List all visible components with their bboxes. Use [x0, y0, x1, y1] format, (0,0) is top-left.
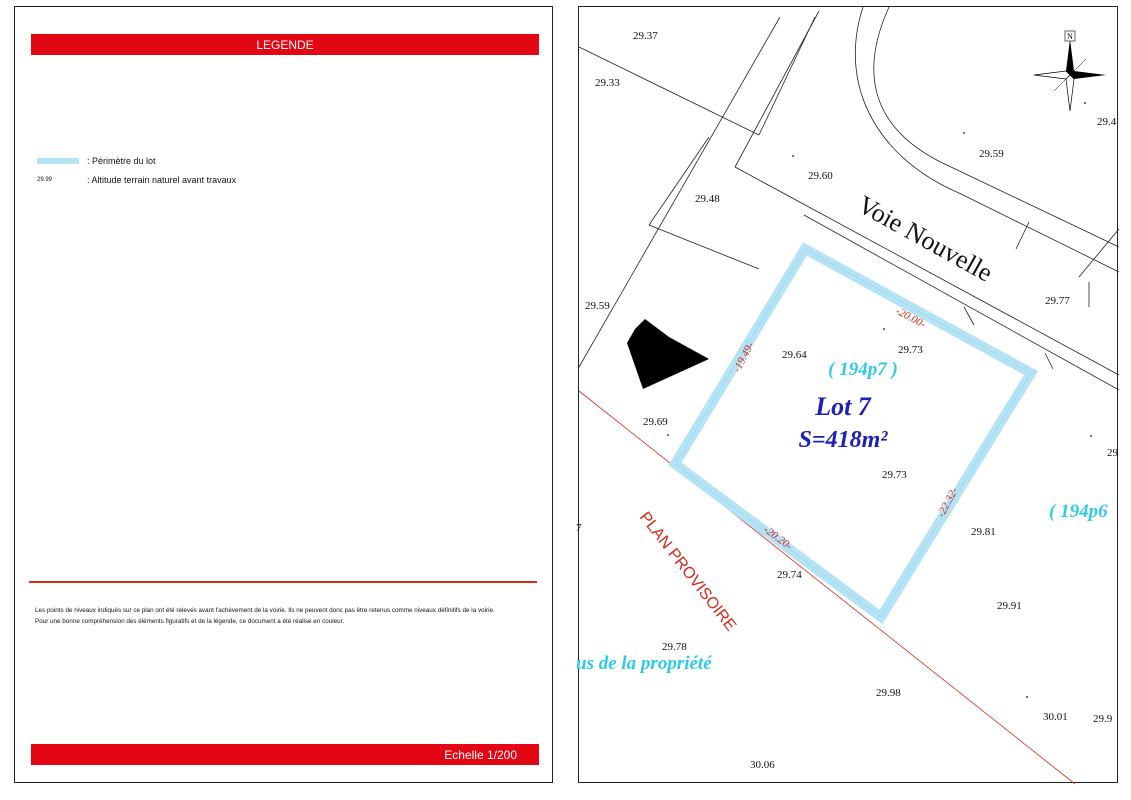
boundary-line [579, 17, 780, 367]
boundary-line [1079, 229, 1119, 277]
boundary-line [964, 307, 974, 325]
altitude-point: 7 [576, 522, 582, 534]
lot-title: Lot 7 [815, 392, 871, 421]
altitude-point: 30.06 [750, 759, 775, 771]
altitude-point: 29 [1107, 447, 1118, 459]
altitude-point: 29.60 [808, 170, 833, 182]
legend-title: LEGENDE [256, 37, 314, 52]
dimension-label: -19.49- [731, 340, 757, 375]
note-line: Les points de niveaux indiqués sur ce plan ont été relevés avant l'achèvement de la voirie. Ils ne peuvent donc pas être retenus comme niveaux définitifs de la voirie. [35, 607, 495, 614]
north-arrow-icon [1034, 31, 1106, 111]
boundary-line [735, 11, 819, 167]
altitude-point: 29.98 [876, 687, 901, 699]
altitude-point: 29.78 [662, 641, 687, 653]
notes-divider [29, 581, 537, 583]
plan-drawing [576, 7, 1119, 784]
legend-title-bar [31, 34, 539, 55]
boundary-line [649, 137, 709, 225]
property-label: us de la propriété [576, 653, 712, 674]
altitude-point: 29.64 [782, 349, 807, 361]
altitude-point: 29.74 [777, 569, 802, 581]
legend-sheet [14, 6, 553, 783]
scale-bar [31, 744, 539, 765]
altitude-point: 29.77 [1045, 295, 1070, 307]
scale-label: Echelle 1/200 [444, 747, 517, 762]
altitude-point: 29.4 [1097, 116, 1117, 128]
lot-perimeter-swatch [37, 158, 79, 164]
legend-item-altitude [37, 175, 236, 185]
altitude-point: 29.9 [1093, 713, 1113, 725]
road-label: Voie Nouvelle [853, 189, 998, 288]
altitude-point: 29.59 [979, 148, 1004, 160]
altitude-point: 29.59 [585, 300, 610, 312]
altitude-point: 29.73 [882, 469, 907, 481]
altitude-point: 29.69 [643, 416, 668, 428]
boundary-line [1016, 222, 1029, 249]
plan-sheet [578, 6, 1118, 783]
road-curve [874, 7, 1119, 247]
north-label: N [1067, 32, 1073, 41]
note-line: Pour une bonne compréhension des éléments figuratifs et de la légende, ce document a été réalisé en couleur. [35, 618, 345, 625]
parcel-neighbor-label: ( 194p6 [1049, 501, 1108, 522]
access-arrow-shape [627, 319, 709, 389]
altitude-point: 29.48 [695, 193, 720, 205]
dimension-label: -22.32- [935, 485, 961, 520]
altitude-point: 29.33 [595, 77, 620, 89]
notes-block [35, 605, 545, 627]
altitude-point: 29.37 [633, 30, 658, 42]
altitude-point: 30.01 [1043, 711, 1068, 723]
provisional-label: PLAN PROVISOIRE [635, 508, 740, 635]
altitude-point: 29.91 [997, 600, 1022, 612]
boundary-line [579, 47, 759, 135]
dimension-label: -20.20- [761, 523, 795, 553]
dimension-label: -20.00- [893, 305, 928, 331]
legend-item-lot-perimeter [37, 156, 156, 166]
parcel-main-label: ( 194p7 ) [828, 359, 898, 380]
legend-item-label: : Périmètre du lot [87, 156, 156, 166]
altitude-point: 29.81 [971, 526, 996, 538]
legend-item-label: : Altitude terrain naturel avant travaux [87, 175, 237, 185]
altitude-point: 29.73 [898, 344, 923, 356]
boundary-line [1045, 353, 1053, 369]
boundary-line [649, 225, 759, 269]
altitude-sample: 29.99 [37, 177, 53, 183]
survey-dots [667, 102, 1092, 698]
lot-area: S=418m² [798, 427, 888, 453]
